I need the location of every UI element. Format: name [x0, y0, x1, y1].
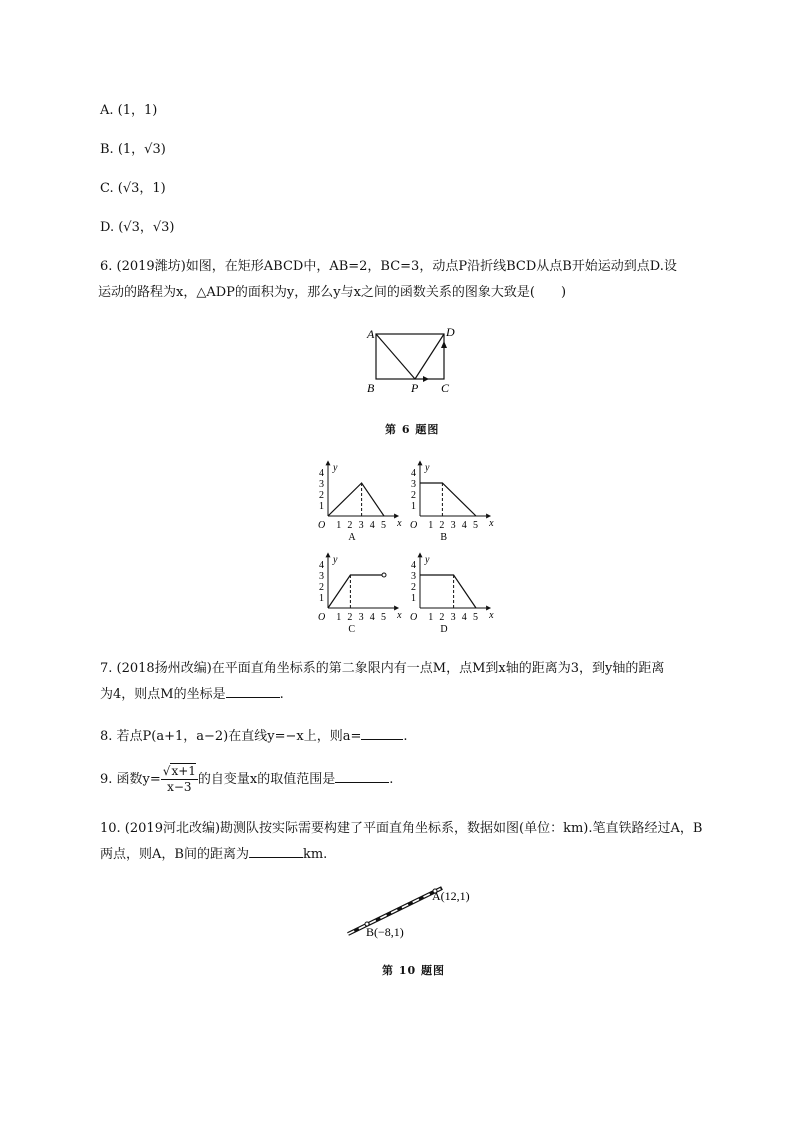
x-axis-label: x — [397, 518, 402, 529]
x-tick-label: 2 — [439, 612, 445, 623]
option-text: (√3，1) — [117, 181, 166, 196]
option-c — [100, 181, 166, 197]
arrow-bc — [423, 376, 429, 382]
x-tick-label: 2 — [347, 612, 353, 623]
question-7-line1: 7. (2018扬州改编)在平面直角坐标系的第二象限内有一点M，点M到x轴的距离为3，到y轴的距离 — [100, 661, 665, 676]
y-tick-label: 3 — [411, 479, 416, 490]
option-d — [100, 220, 175, 236]
y-tick-label: 3 — [319, 571, 324, 582]
arrow-cd — [441, 341, 447, 348]
x-tick-label: 4 — [461, 612, 467, 623]
origin-label: O — [318, 520, 326, 531]
label-p: P — [411, 381, 419, 395]
x-tick-label: 2 — [347, 520, 353, 531]
question-6-text: 如图，在矩形ABCD中，AB=2，BC=3，动点P沿折线BCD从点B开始运动到点D.设 — [185, 259, 677, 274]
origin-label: O — [410, 612, 418, 623]
y-axis-arrow — [326, 460, 331, 465]
x-tick-label: 1 — [428, 612, 434, 623]
figure-10-caption: 第 10 题图 — [382, 964, 445, 977]
y-axis-label: y — [333, 554, 338, 566]
y-axis-arrow — [418, 460, 423, 465]
origin-label: O — [410, 520, 418, 531]
option-letter: A. — [100, 103, 114, 118]
sqrt-radicand: x+1 — [171, 764, 196, 778]
option-letter: D. — [100, 220, 115, 235]
question-9-suffix: 的自变量x的取值范围是 — [197, 772, 336, 787]
x-tick-label: 4 — [369, 520, 375, 531]
function-graph — [328, 483, 384, 516]
fraction-numerator: √x+1 — [162, 764, 196, 778]
x-tick-label: 4 — [369, 612, 375, 623]
x-tick-label: 1 — [336, 612, 342, 623]
figure-6-caption: 第 6 题图 — [385, 423, 440, 436]
y-tick-label: 4 — [411, 560, 416, 571]
question-10-line1: 10. (2019河北改编)勘测队按实际需要构建了平面直角坐标系，数据如图(单位：km).笔直铁路经过A，B — [100, 821, 703, 836]
y-tick-label: 4 — [319, 468, 324, 479]
graph-option-label: A — [348, 532, 356, 543]
question-7-end: . — [279, 687, 284, 702]
question-6-line2: 运动的路程为x，△ADP的面积为y，那么y与x之间的函数关系的图象大致是( ) — [98, 285, 567, 300]
question-10-line2 — [100, 842, 740, 868]
x-axis-label: x — [397, 610, 402, 621]
option-graphs — [312, 460, 512, 640]
x-tick-label: 4 — [461, 520, 467, 531]
y-tick-label: 4 — [319, 560, 324, 571]
answer-blank[interactable] — [226, 685, 280, 698]
y-axis-label: y — [333, 462, 338, 474]
x-tick-label: 3 — [358, 612, 364, 623]
x-tick-label: 2 — [439, 520, 445, 531]
y-tick-label: 2 — [319, 582, 324, 593]
y-tick-label: 3 — [319, 479, 324, 490]
label-c: C — [441, 381, 450, 395]
question-8-end: . — [403, 729, 408, 744]
label-d: D — [446, 325, 455, 339]
y-tick-label: 1 — [319, 593, 324, 604]
question-9-end: . — [389, 772, 394, 787]
y-axis-arrow — [418, 552, 423, 557]
x-tick-label: 5 — [473, 612, 478, 623]
fraction-denominator: x−3 — [167, 780, 192, 794]
y-axis-label: y — [425, 462, 430, 474]
x-axis-label: x — [489, 518, 494, 529]
y-tick-label: 1 — [411, 501, 416, 512]
question-7 — [100, 656, 740, 708]
graph-option-label: C — [348, 624, 356, 635]
y-tick-label: 4 — [411, 468, 416, 479]
y-tick-label: 2 — [411, 582, 416, 593]
question-10-unit: km. — [302, 847, 328, 862]
question-6 — [100, 254, 740, 306]
question-8-text: 8. 若点P(a+1，a−2)在直线y=−x上，则a= — [100, 729, 362, 744]
y-axis-arrow — [326, 552, 331, 557]
option-a — [100, 103, 157, 119]
question-9-prefix: 9. 函数y= — [100, 772, 161, 787]
question-8 — [100, 727, 408, 745]
rectangle-abcd — [376, 334, 444, 379]
railway-figure — [340, 878, 490, 944]
y-tick-label: 1 — [319, 501, 324, 512]
graph-option-label: D — [440, 624, 448, 635]
x-tick-label: 5 — [473, 520, 478, 531]
question-6-line1 — [100, 254, 740, 280]
question-10-text: 两点，则A，B间的距离为 — [100, 847, 249, 862]
answer-blank[interactable] — [361, 727, 403, 740]
option-letter: B. — [100, 142, 114, 157]
y-tick-label: 1 — [411, 593, 416, 604]
question-7-text: 为4，则点M的坐标是 — [100, 687, 226, 702]
x-tick-label: 5 — [381, 612, 386, 623]
open-endpoint — [382, 573, 386, 577]
x-axis-label: x — [489, 610, 494, 621]
y-tick-label: 2 — [319, 490, 324, 501]
segment-ap — [376, 334, 415, 379]
x-tick-label: 3 — [358, 520, 364, 531]
answer-blank[interactable] — [335, 770, 389, 783]
y-tick-label: 2 — [411, 490, 416, 501]
origin-label: O — [318, 612, 326, 623]
fraction — [161, 764, 198, 795]
question-6-prefix: 6. (2019潍坊) — [100, 259, 186, 274]
question-10 — [100, 816, 740, 868]
y-axis-label: y — [425, 554, 430, 566]
option-text: (1，1) — [117, 103, 158, 118]
function-graph — [328, 575, 384, 608]
option-b — [100, 142, 166, 158]
x-tick-label: 3 — [450, 612, 456, 623]
question-7-line2 — [100, 682, 740, 708]
segment-dp — [415, 334, 444, 379]
x-tick-label: 1 — [428, 520, 434, 531]
function-graph — [420, 483, 476, 516]
option-text: (1，√3) — [117, 142, 166, 157]
graph-option-label: B — [440, 532, 448, 543]
y-tick-label: 3 — [411, 571, 416, 582]
label-b: B — [367, 381, 375, 395]
option-text: (√3，√3) — [118, 220, 175, 235]
option-letter: C. — [100, 181, 114, 196]
x-tick-label: 5 — [381, 520, 386, 531]
point-b-label: B(−8,1) — [366, 925, 404, 939]
point-a-label: A(12,1) — [432, 889, 470, 903]
question-9 — [100, 763, 393, 797]
answer-blank[interactable] — [249, 845, 303, 858]
x-tick-label: 3 — [450, 520, 456, 531]
x-tick-label: 1 — [336, 520, 342, 531]
rectangle-figure — [355, 322, 465, 398]
label-a: A — [367, 327, 375, 341]
function-graph — [420, 575, 476, 608]
